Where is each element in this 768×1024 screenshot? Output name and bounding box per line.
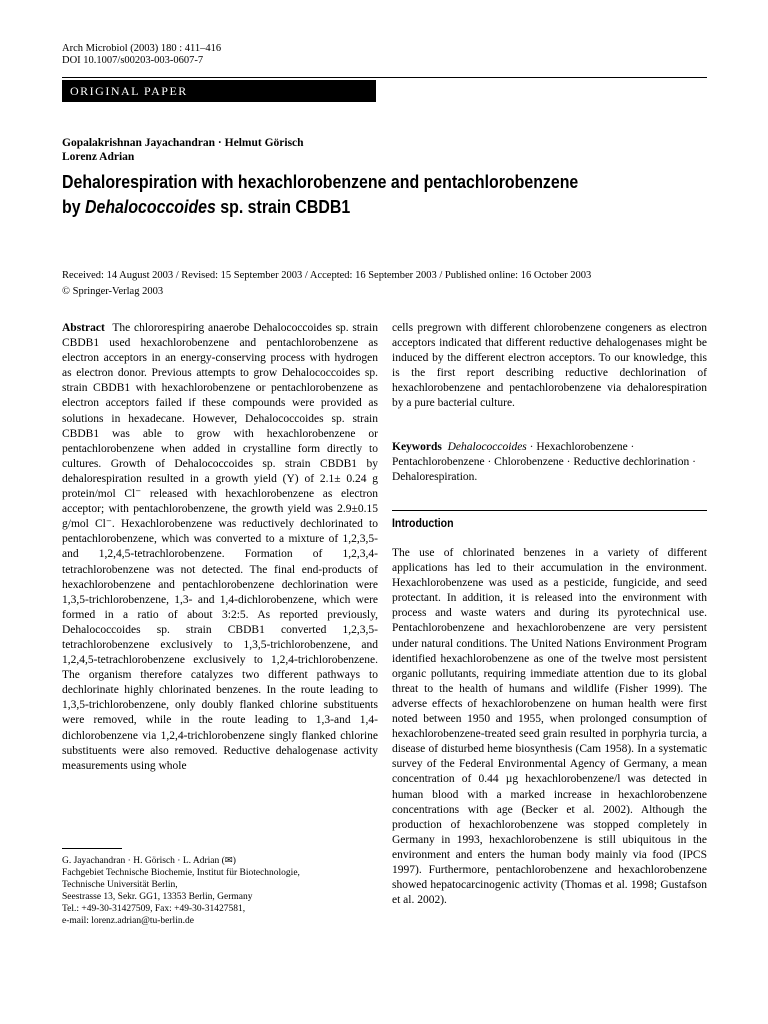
author-list: [62, 136, 304, 164]
footnote-phone: Tel.: +49-30-31427509, Fax: +49-30-31427581,: [62, 904, 246, 915]
section-rule: [392, 510, 707, 511]
footnote-rule: [62, 848, 122, 849]
header-rule: [62, 77, 707, 78]
title-line-1: Dehalorespiration with hexachlorobenzene and pentachlorobenzene: [62, 171, 579, 192]
keywords: [392, 440, 707, 485]
author-line-1: Gopalakrishnan Jayachandran · Helmut Görisch: [62, 137, 304, 149]
footnote-email: e-mail: lorenz.adrian@tu-berlin.de: [62, 916, 194, 927]
footnote-affiliation-1: Fachgebiet Technische Biochemie, Institut für Biotechnologie,: [62, 868, 300, 879]
footnote-authors: G. Jayachandran · H. Görisch · L. Adrian (✉): [62, 856, 236, 866]
author-footnote: [62, 855, 378, 928]
introduction-body: [392, 546, 707, 908]
title-prefix: by: [62, 196, 85, 217]
paper-title: [62, 169, 612, 219]
keyword-italic: Dehalococcoides: [447, 441, 527, 453]
doi: DOI 10.1007/s00203-003-0607-7: [62, 55, 204, 66]
footnote-affiliation-2: Technische Universität Berlin,: [62, 880, 178, 891]
article-type-banner: ORIGINAL PAPER: [62, 80, 376, 102]
title-suffix: sp. strain CBDB1: [215, 196, 351, 217]
copyright: © Springer-Verlag 2003: [62, 286, 164, 297]
keywords-label: Keywords: [392, 441, 442, 453]
title-organism: Dehalococcoides: [84, 196, 216, 217]
keywords-rest: · Hexachlorobenzene · Pentachlorobenzene · Chlorobenzene · Reductive dechlorination · Dehalorespiration.: [392, 441, 696, 484]
footnote-address: Seestrasse 13, Sekr. GG1, 13353 Berlin, Germany: [62, 892, 253, 903]
section-heading: Introduction: [392, 516, 454, 530]
abstract-left-column: [62, 321, 378, 774]
date-history: Received: 14 August 2003 / Revised: 15 September 2003 / Accepted: 16 September 2003 / Published online: 16 October 2003: [62, 270, 592, 281]
abstract-label: Abstract: [62, 322, 105, 334]
author-line-2: Lorenz Adrian: [62, 151, 135, 163]
introduction-paragraph: The use of chlorinated benzenes in a variety of different applications has led to their accumulation in the environment. Hexachlorobenzene was used as a pesticide, fungicide, and seed protectant. In addition, it is released into the environment with process and waste waters and during its pyrotechnical use. Pentachlorobenzene and hexachlorobenzene are very persistent under natural conditions. The United Nations Environment Program identified hexachlorobenzene as one of the twelve most persistent organic pollutants, requiring immediate attention due to its global threat to the health of humans and wildlife (Fisher 1999). The adverse effects of hexachlorobenzene on human health were first noted between 1950 and 1955, when prolonged consumption of hexachlorobenzene-treated seed grain resulted in porphyria turcia, a disease of disturbed heme biosynthesis (Cam 1958). In a systematic survey of the Federal Environmental Agency of Germany, a mean concentration of 0.44 µg hexachlorobenzene/l was detected in human blood with a marked increase in hexachlorobenzene concentrations with age (Becker et al. 2002). Although the production of hexachlorobenzene was stopped completely in Germany in 1993, hexachlorobenzene is still ubiquitous in the environment and enters the human body mainly via food (IPCS 1997). Furthermore, pentachlorobenzene and hexachlorobenzene showed hepatocarcinogenic activity (Thomas et al. 1998; Gustafson et al. 2002).: [392, 547, 707, 907]
abstract-text: The chlororespiring anaerobe Dehalococcoides sp. strain CBDB1 used hexachlorobenzene and pentachlorobenzene as electron acceptors in an energy-conserving process with hydrogen as electron donor. Previous attempts to grow Dehalococcoides sp. strain CBDB1 with hexachlorobenzene or pentachlorobenzene as electron acceptors failed if these compounds were provided as solutions in hexadecane. However, Dehalococcoides sp. strain CBDB1 was able to grow with hexachlorobenzene or pentachlorobenzene when added in crystalline form directly to cultures. Growth of Dehalococcoides sp. strain CBDB1 by dehalorespiration resulted in a growth yield (Y) of 2.1± 0.24 g protein/mol Cl⁻ released with hexachlorobenzene as electron acceptor; with pentachlorobenzene, the growth yield was 2.9±0.15 g/mol Cl⁻. Hexachlorobenzene was reductively dechlorinated to pentachlorobenzene, which was converted to a mixture of 1,2,3,5- and 1,2,4,5-tetrachlorobenzene. Formation of 1,2,3,4-tetrachlorobenzene was not detected. The final end-products of hexachlorobenzene and pentachlorobenzene dechlorination were 1,3,5-trichlorobenzene, 1,3- and 1,4-dichlorobenzene, which were formed in a ratio of about 3:2:5. As reported previously, Dehalococcoides sp. strain CBDB1 converted 1,2,3,5-tetrachlorobenzene exclusively to 1,3,5-trichlorobenzene, and 1,2,4,5-tetrachlorobenzene exclusively to 1,2,4-trichlorobenzene. The organism therefore catalyzes two different pathways to dechlorinate highly chlorinated benzenes. In the route leading to 1,3,5-trichlorobenzene, only doubly flanked chlorine substituents were removed, while in the route leading to 1,3-and 1,4-dichlorobenzene via 1,2,4-trichlorobenzene singly flanked chlorine substituents were also removed. Reductive dehalogenase activity measurements using whole: [62, 322, 378, 772]
abstract-right-column: [392, 321, 707, 412]
journal-citation: Arch Microbiol (2003) 180 : 411–416: [62, 43, 222, 54]
title-line-2: [62, 194, 612, 219]
abstract-continuation: cells pregrown with different chlorobenzene congeners as electron acceptors indicated that different reductive dehalogenases might be induced by the different electron acceptors. To our knowledge, this is the first report describing reductive dechlorination of hexachlorobenzene and pentachlorobenzene via dehalorespiration by a pure bacterial culture.: [392, 322, 707, 410]
publication-history: [62, 268, 591, 300]
